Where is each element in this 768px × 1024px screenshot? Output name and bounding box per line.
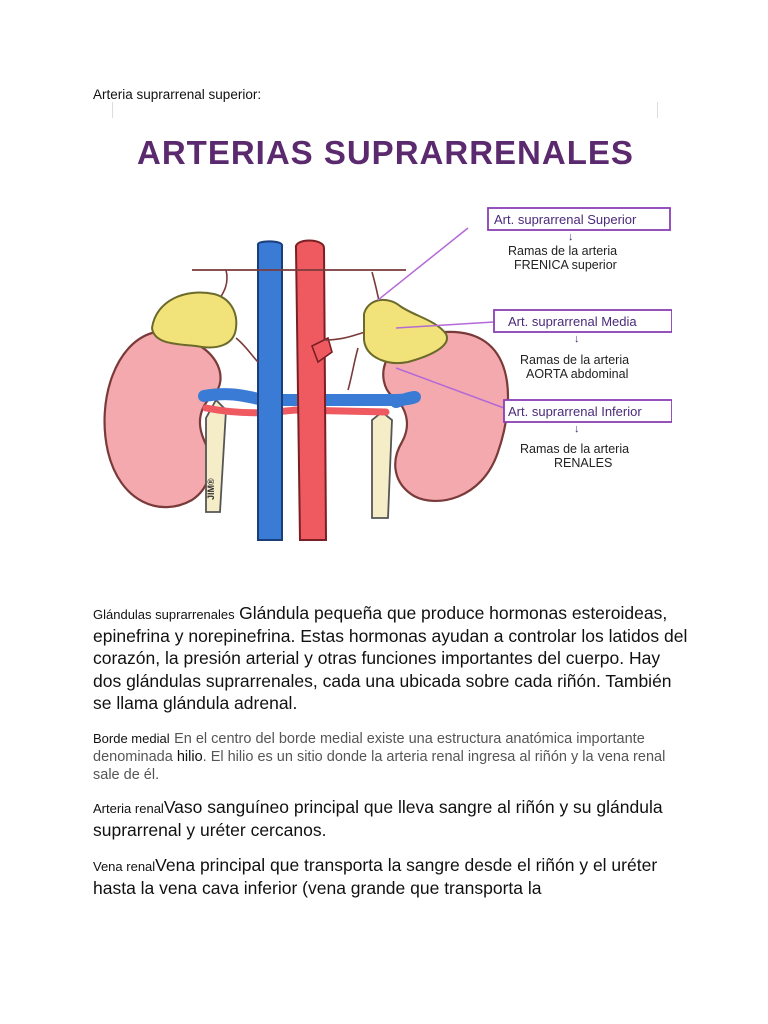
definition-vena-renal <box>93 855 693 900</box>
desc-borde-medial-a: En el centro del borde medial existe una estructura anatómica importante denominada <box>93 731 645 765</box>
definition-arteria-renal <box>93 797 693 842</box>
renal-arteries <box>206 408 386 413</box>
figure-edge-right <box>657 102 658 118</box>
desc-borde-medial-hilio: hilio <box>176 749 203 765</box>
arrow-down-icon: ↓ <box>574 333 580 345</box>
right-inferior-branch <box>348 348 358 390</box>
label-inferior-sub2: RENALES <box>554 456 613 470</box>
term-borde-medial: Borde medial <box>93 731 170 746</box>
signature-jim: JIM® <box>206 478 216 500</box>
aorta <box>296 241 326 541</box>
anatomy-illustration <box>96 100 672 570</box>
arrow-down-icon: ↓ <box>574 423 580 435</box>
term-arteria-renal: Arteria renal <box>93 801 164 816</box>
label-superior-title: Art. suprarrenal Superior <box>494 212 637 227</box>
definition-glandulas <box>93 603 693 716</box>
figure-title: ARTERIAS SUPRARRENALES <box>137 134 634 171</box>
label-superior <box>488 208 670 272</box>
section-heading: Arteria suprarrenal superior: <box>93 87 262 102</box>
left-middle-branch <box>236 338 258 362</box>
label-inferior <box>504 400 672 470</box>
label-superior-sub2: FRENICA superior <box>514 258 617 272</box>
label-media-sub2: AORTA abdominal <box>526 367 629 381</box>
leader-superior <box>378 228 468 300</box>
term-glandulas: Glándulas suprarrenales <box>93 607 235 622</box>
label-media <box>494 310 672 381</box>
right-ureter <box>372 412 392 518</box>
definition-borde-medial <box>93 730 693 784</box>
left-kidney <box>105 332 221 507</box>
arrow-down-icon: ↓ <box>568 231 574 243</box>
desc-arteria-renal: Vaso sanguíneo principal que lleva sangre al riñón y su glándula suprarrenal y uréter cercanos. <box>93 797 663 840</box>
figure-edge-left <box>112 102 113 118</box>
label-superior-sub1: Ramas de la arteria <box>508 244 618 258</box>
suprarenal-arteries-figure <box>96 100 672 570</box>
middle-branch <box>324 332 366 340</box>
desc-vena-renal: Vena principal que transporta la sangre desde el riñón y el uréter hasta la vena cava inferior (vena grande que transporta la <box>93 855 658 898</box>
term-vena-renal: Vena renal <box>93 859 156 874</box>
label-media-title: Art. suprarrenal Media <box>508 314 637 329</box>
label-inferior-sub1: Ramas de la arteria <box>520 442 630 456</box>
label-media-sub1: Ramas de la arteria <box>520 353 630 367</box>
label-inferior-title: Art. suprarrenal Inferior <box>508 404 642 419</box>
desc-borde-medial-c: . El hilio es un sitio donde la arteria renal ingresa al riñón y la vena renal sale de él. <box>93 749 666 783</box>
vena-cava <box>258 241 282 540</box>
left-adrenal-gland <box>152 292 236 347</box>
desc-glandulas: Glándula pequeña que produce hormonas esteroideas, epinefrina y norepinefrina. Estas hormonas ayudan a controlar los latidos del corazón, la presión arterial y otras funciones importantes del cuerpo. Hay dos glándulas suprarrenales, cada una ubicada sobre cada riñón. También se llama glándula adrenal. <box>93 603 688 713</box>
